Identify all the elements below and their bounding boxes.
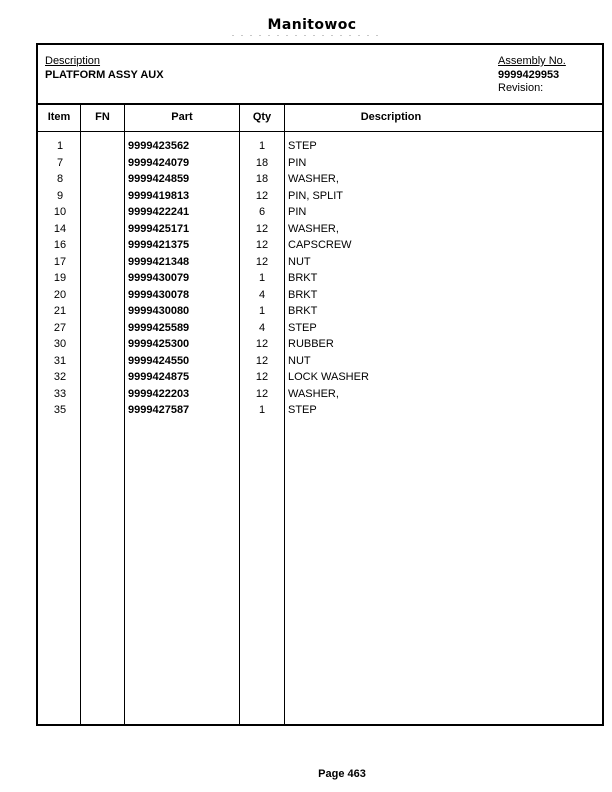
parts-list-frame xyxy=(36,43,604,726)
column-header-fn: FN xyxy=(95,111,110,123)
part-number: 9999425171 xyxy=(128,222,190,235)
part-description: RUBBER xyxy=(288,338,334,350)
part-number: 9999424550 xyxy=(128,354,190,367)
column-header-description: Description xyxy=(360,111,422,123)
table-row xyxy=(38,289,602,306)
part-number: 9999421375 xyxy=(128,239,190,251)
part-number: 9999422203 xyxy=(128,387,190,400)
table-row xyxy=(38,256,602,273)
table-row xyxy=(38,388,602,405)
quantity: 18 xyxy=(255,156,269,169)
part-description: NUT xyxy=(288,255,311,268)
part-description: PIN xyxy=(288,206,307,218)
table-row xyxy=(38,157,602,174)
item-number: 19 xyxy=(53,272,67,284)
part-number: 9999422241 xyxy=(128,206,190,218)
quantity: 12 xyxy=(255,354,269,367)
part-description: STEP xyxy=(288,404,317,416)
quantity: 12 xyxy=(255,255,269,268)
part-description: LOCK WASHER xyxy=(288,371,369,383)
item-number: 14 xyxy=(53,222,67,235)
table-row xyxy=(38,305,602,322)
part-description: PIN xyxy=(288,156,307,169)
quantity: 12 xyxy=(255,371,269,383)
part-description: BRKT xyxy=(288,288,318,301)
part-description: NUT xyxy=(288,354,311,367)
part-number: 9999430079 xyxy=(128,272,190,284)
item-number: 9 xyxy=(56,189,64,202)
part-number: 9999425589 xyxy=(128,321,190,334)
item-number: 33 xyxy=(53,387,67,400)
part-number: 9999425300 xyxy=(128,338,190,350)
part-description: BRKT xyxy=(288,305,318,317)
table-row xyxy=(38,404,602,421)
quantity: 1 xyxy=(258,404,266,416)
part-description: WASHER, xyxy=(288,222,339,235)
item-number: 1 xyxy=(56,140,64,152)
brand-title: Manitowoc xyxy=(267,17,357,33)
description-label: Description xyxy=(45,55,101,67)
item-number: 10 xyxy=(53,206,67,218)
quantity: 4 xyxy=(258,321,266,334)
assembly-number: 9999429953 xyxy=(498,69,560,81)
table-row xyxy=(38,338,602,355)
item-number: 30 xyxy=(53,338,67,350)
part-description: WASHER, xyxy=(288,387,339,400)
quantity: 12 xyxy=(255,189,269,202)
column-header-qty: Qty xyxy=(252,111,272,123)
quantity: 12 xyxy=(255,387,269,400)
quantity: 12 xyxy=(255,239,269,251)
table-row xyxy=(38,272,602,289)
table-row xyxy=(38,355,602,372)
item-number: 31 xyxy=(53,354,67,367)
item-number: 27 xyxy=(53,321,67,334)
column-header-divider xyxy=(38,131,602,132)
table-row xyxy=(38,206,602,223)
table-row xyxy=(38,140,602,157)
item-number: 8 xyxy=(56,173,64,185)
column-header-part: Part xyxy=(171,111,193,123)
part-number: 9999430080 xyxy=(128,305,190,317)
part-description: WASHER, xyxy=(288,173,339,185)
table-row xyxy=(38,371,602,388)
item-number: 16 xyxy=(53,239,67,251)
quantity: 18 xyxy=(255,173,269,185)
part-description: BRKT xyxy=(288,272,318,284)
table-row xyxy=(38,190,602,207)
revision-label: Revision: xyxy=(498,82,544,94)
assembly-description: PLATFORM ASSY AUX xyxy=(45,69,164,81)
part-description: CAPSCREW xyxy=(288,239,352,251)
header-divider xyxy=(38,103,602,105)
item-number: 35 xyxy=(53,404,67,416)
item-number: 17 xyxy=(53,255,67,268)
part-number: 9999421348 xyxy=(128,255,190,268)
part-description: STEP xyxy=(288,140,317,152)
table-row xyxy=(38,223,602,240)
part-description: PIN, SPLIT xyxy=(288,189,344,202)
part-number: 9999424859 xyxy=(128,173,190,185)
item-number: 21 xyxy=(53,305,67,317)
part-number: 9999424079 xyxy=(128,156,190,169)
part-number: 9999424875 xyxy=(128,371,190,383)
brand-underline xyxy=(232,35,380,36)
page-number: Page 463 xyxy=(318,768,366,780)
quantity: 1 xyxy=(258,272,266,284)
part-number: 9999427587 xyxy=(128,404,190,416)
quantity: 4 xyxy=(258,288,266,301)
part-number: 9999419813 xyxy=(128,189,190,202)
table-row xyxy=(38,322,602,339)
item-number: 20 xyxy=(53,288,67,301)
item-number: 7 xyxy=(56,156,64,169)
part-number: 9999430078 xyxy=(128,288,190,301)
table-row xyxy=(38,173,602,190)
part-number: 9999423562 xyxy=(128,140,190,152)
quantity: 12 xyxy=(255,338,269,350)
part-description: STEP xyxy=(288,321,317,334)
column-header-item: Item xyxy=(47,111,71,123)
quantity: 1 xyxy=(258,140,266,152)
quantity: 1 xyxy=(258,305,266,317)
quantity: 12 xyxy=(255,222,269,235)
quantity: 6 xyxy=(258,206,266,218)
item-number: 32 xyxy=(53,371,67,383)
table-row xyxy=(38,239,602,256)
assembly-no-label: Assembly No. xyxy=(498,55,566,67)
